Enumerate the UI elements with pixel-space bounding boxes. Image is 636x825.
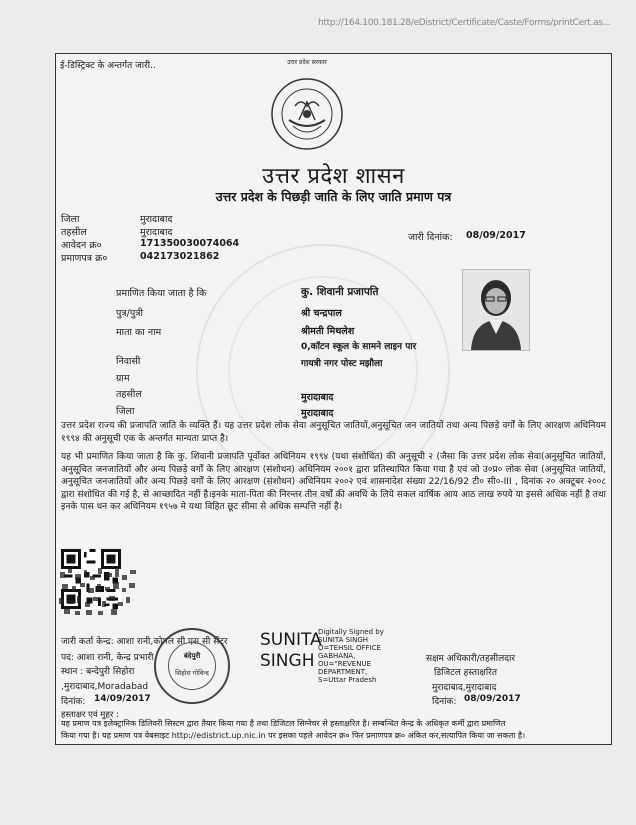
sign-detail-line: S=Uttar Pradesh (318, 676, 377, 684)
issuer-city: ,मुरादाबाद,Moradabad (61, 682, 149, 692)
issuer-place: स्थान : बन्देपुरी सिहोरा (61, 667, 135, 677)
authority-sign: डिजिटल हस्ताक्षरित (434, 668, 497, 678)
sign-detail-line: O=TEHSIL OFFICE (318, 644, 381, 652)
issue-date-label: जारी दिनांक: (408, 232, 453, 243)
sign-detail-line: GABHANA, (318, 652, 356, 660)
tehsil-value: मुरादाबाद (140, 227, 173, 238)
address-line2: गायत्री नगर पोस्ट मझौला (301, 359, 383, 369)
address-line1: 0,कॉटन स्कूल के सामने लाइन पार (301, 342, 417, 352)
authority-date-label: दिनांक: (432, 697, 457, 707)
stamp-inner-ring (168, 642, 216, 690)
issuer-date-label: दिनांक: (61, 697, 86, 707)
stamp-top-text: बंदेपुरी (183, 652, 201, 660)
digital-sign-name-line2: SINGH (260, 651, 315, 671)
tehsil-label: तहसील (61, 227, 87, 238)
certify-label: प्रमाणित किया जाता है कि (116, 288, 207, 299)
certificate (55, 53, 612, 745)
paragraph-caste: उत्तर प्रदेश राज्य की प्रजापति जाति के व्यक्ति हैं। यह उत्तर प्रदेश लोक सेवा अनुसूचित जातियों,अनुसूचित जन जातियों तथा अन्य पिछड़े वर्गों के लिए आरक्षण अधिनियम १९९४ की अनुसूची एक के अन्तर्गत मान्यता प्राप्त है। (61, 421, 606, 444)
village-label: ग्राम (116, 373, 130, 384)
digital-sign-details (318, 628, 408, 684)
digital-sign-name-line1: SUNITA (260, 630, 322, 650)
page-title: उत्तर प्रदेश शासन (262, 164, 405, 189)
authority-date-value: 08/09/2017 (464, 694, 521, 704)
person-tehsil-label: तहसील (116, 389, 142, 400)
person-district-label: जिला (116, 406, 135, 417)
issuer-post: पद: आशा रानी, केन्द्र प्रभारी (61, 653, 154, 663)
child-label: पुत्र/पुत्री (116, 308, 143, 319)
mother-name: श्रीमती मिथलेश (301, 326, 355, 337)
father-name: श्री चन्द्रपाल (301, 308, 342, 319)
sign-detail-line: SUNITA SINGH (318, 636, 369, 644)
issuer-center: जारी कर्ता केन्द्र: आशा रानी,कोमल सी एस सी सेंटर (61, 637, 228, 647)
paragraph-certification: यह भी प्रमाणित किया जाता है कि कु. शिवानी प्रजापति पूर्वोक्त अधिनियम १९९४ (यथा संशोधित) की अनुसूची २ (जैसा कि उत्तर प्रदेश लोक सेवा(अनुसूचित जातियों, अनुसूचित जनजातियों और अन्य पिछड़े वर्गों के लिए आरक्षण (संशोधन) अधिनियम २००१ द्वारा प्रतिस्थापित किया गया है एवं जो उ०प्र० लोक सेवा (अनुसूचित जातियों, अनुसूचित जनजातियों और अन्य पिछड़े वर्गों के लिए आरक्षण (संशोधन) अधिनियम २००२ एवं शासनादेश संख्या 22/16/92 टी० सी०-III , दिनांक २० अक्टूबर २००८ द्वारा संशोधित की गई है, से आच्छादित नहीं है।इनके माता-पिता की निरन्तर तीन वर्षों की अवधि के लिये सकल वार्षिक आय आठ लाख रुपये या इससे अधिक नहीं है तथा इनके पास धन कर अधिनियम १९५७ मे यथा विहित छूट सीमा से अधिक सम्पत्ति नहीं है। (61, 452, 606, 512)
applicant-photo (462, 269, 530, 351)
sign-detail-line: Digitally Signed by (318, 628, 384, 636)
emblem-text: उत्तर प्रदेश सरकार (287, 59, 327, 66)
noise-code-icon (56, 564, 146, 619)
sign-detail-line: OU="REVENUE (318, 660, 371, 668)
district-value: मुरादाबाद (140, 214, 173, 225)
center-stamp (154, 628, 230, 704)
application-value: 171350030074064 (140, 238, 240, 249)
resident-label: निवासी (116, 356, 141, 367)
certificate-label: प्रमाणपत्र क्र० (61, 253, 108, 264)
person-district-value: मुरादाबाद (301, 408, 334, 419)
footer-line2: किया गया है। यह प्रमाण पत्र वेबसाइट http://edistrict.up.nic.in पर इसका पहले आवेदन क्र० फिर प्रमाणपत्र क्र० अंकित कर,सत्यापित किया जा सकता है। (61, 731, 526, 740)
browser-url: http://164.100.181.28/eDistrict/Certificate/Caste/Forms/printCert.as... (318, 18, 611, 28)
header-note: ई-डिस्ट्रिक्ट के अन्तर्गत जारी.. (60, 61, 156, 71)
footer-line1: यह प्रमाण पत्र इलेक्ट्रानिक डिलिवरी सिस्टम द्वारा तैयार किया गया है तथा डिजिटल सिग्नेचर से हस्ताक्षरित है। सम्बन्धित केन्द्र के अधिकृत कर्मी द्वारा प्रमाणित (61, 719, 506, 728)
issue-date-value: 08/09/2017 (466, 230, 526, 241)
stamp-bottom-text: सिहोरा गोविन्द (175, 669, 209, 677)
district-label: जिला (61, 214, 80, 225)
up-emblem-icon (269, 76, 345, 152)
authority-title: सक्षम अधिकारी/तहसीलदार (426, 654, 516, 664)
authority-place: मुरादाबाद,मुरादाबाद (432, 683, 497, 693)
page-subtitle: उत्तर प्रदेश के पिछड़ी जाति के लिए जाति प्रमाण पत्र (215, 189, 452, 204)
application-label: आवेदन क्र० (61, 240, 102, 251)
certificate-value: 042173021862 (140, 251, 220, 262)
person-tehsil-value: मुरादाबाद (301, 392, 334, 403)
sign-detail-line: DEPARTMENT, (318, 668, 368, 676)
mother-label: माता का नाम (116, 327, 162, 338)
person-photo-icon (463, 270, 529, 350)
issuer-sign-label: हस्ताक्षर एवं मुहर : (61, 710, 119, 720)
person-name: कु. शिवानी प्रजापति (301, 286, 379, 298)
issuer-date-value: 14/09/2017 (94, 694, 151, 704)
